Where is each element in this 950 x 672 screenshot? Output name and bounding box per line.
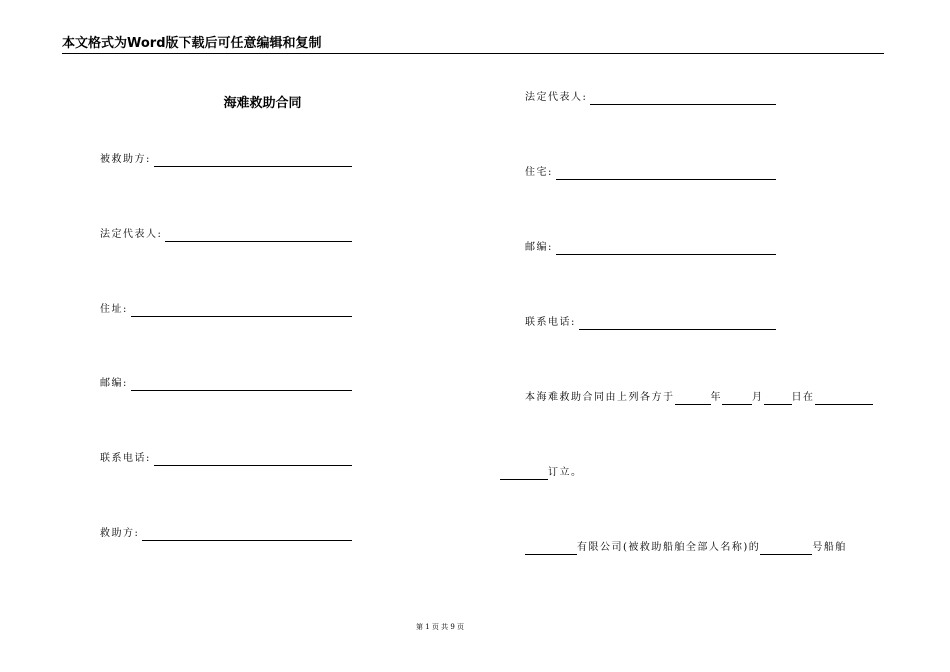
field-rescuer-legal-representative — [525, 91, 776, 105]
place-blank[interactable] — [815, 392, 873, 405]
fill-in-line[interactable] — [131, 378, 352, 391]
field-label: 被救助方: — [100, 154, 151, 165]
day-label: 日在 — [791, 392, 815, 403]
field-label: 邮编: — [100, 378, 128, 389]
page-footer: 第 1 页 共 9 页 — [415, 623, 465, 631]
fill-in-line[interactable] — [131, 304, 352, 317]
vessel-number-blank[interactable] — [760, 542, 812, 555]
sentence-text: 号船舶 — [812, 542, 847, 553]
field-label: 法定代表人: — [525, 92, 588, 103]
fill-in-line[interactable] — [154, 154, 352, 167]
month-blank[interactable] — [722, 392, 752, 405]
fill-in-line[interactable] — [154, 453, 352, 466]
field-label: 救助方: — [100, 528, 140, 539]
fill-in-line[interactable] — [579, 317, 776, 330]
sentence-text: 本海难救助合同由上列各方于 — [525, 392, 675, 403]
sentence-text: 有限公司(被救助船舶全部人名称)的 — [577, 542, 761, 553]
vessel-sentence — [525, 541, 847, 555]
year-blank[interactable] — [675, 392, 711, 405]
field-rescuer-phone — [525, 316, 776, 330]
document-title: 海难救助合同 — [223, 96, 302, 111]
field-rescued-party — [100, 153, 352, 167]
fill-in-line[interactable] — [556, 167, 776, 180]
field-rescuer — [100, 527, 352, 541]
fill-in-line[interactable] — [556, 242, 776, 255]
field-phone — [100, 452, 352, 466]
fill-in-line[interactable] — [165, 229, 352, 242]
contract-date-sentence-continued — [500, 466, 583, 480]
field-label: 住宅: — [525, 167, 553, 178]
field-label: 联系电话: — [100, 453, 151, 464]
field-rescuer-postcode — [525, 241, 776, 255]
sentence-text: 订立。 — [548, 467, 583, 478]
field-label: 法定代表人: — [100, 229, 163, 240]
field-postcode — [100, 377, 352, 391]
page-header: 本文格式为Word版下载后可任意编辑和复制 — [62, 34, 884, 54]
field-legal-representative — [100, 228, 352, 242]
field-address — [100, 303, 352, 317]
month-label: 月 — [752, 392, 764, 403]
field-label: 住址: — [100, 304, 128, 315]
fill-in-line[interactable] — [142, 528, 352, 541]
place-blank-continued[interactable] — [500, 467, 548, 480]
contract-date-sentence — [525, 391, 873, 405]
day-blank[interactable] — [764, 392, 792, 405]
year-label: 年 — [710, 392, 722, 403]
field-label: 邮编: — [525, 242, 553, 253]
fill-in-line[interactable] — [590, 92, 776, 105]
company-blank[interactable] — [525, 542, 577, 555]
field-label: 联系电话: — [525, 317, 576, 328]
field-residence — [525, 166, 776, 180]
